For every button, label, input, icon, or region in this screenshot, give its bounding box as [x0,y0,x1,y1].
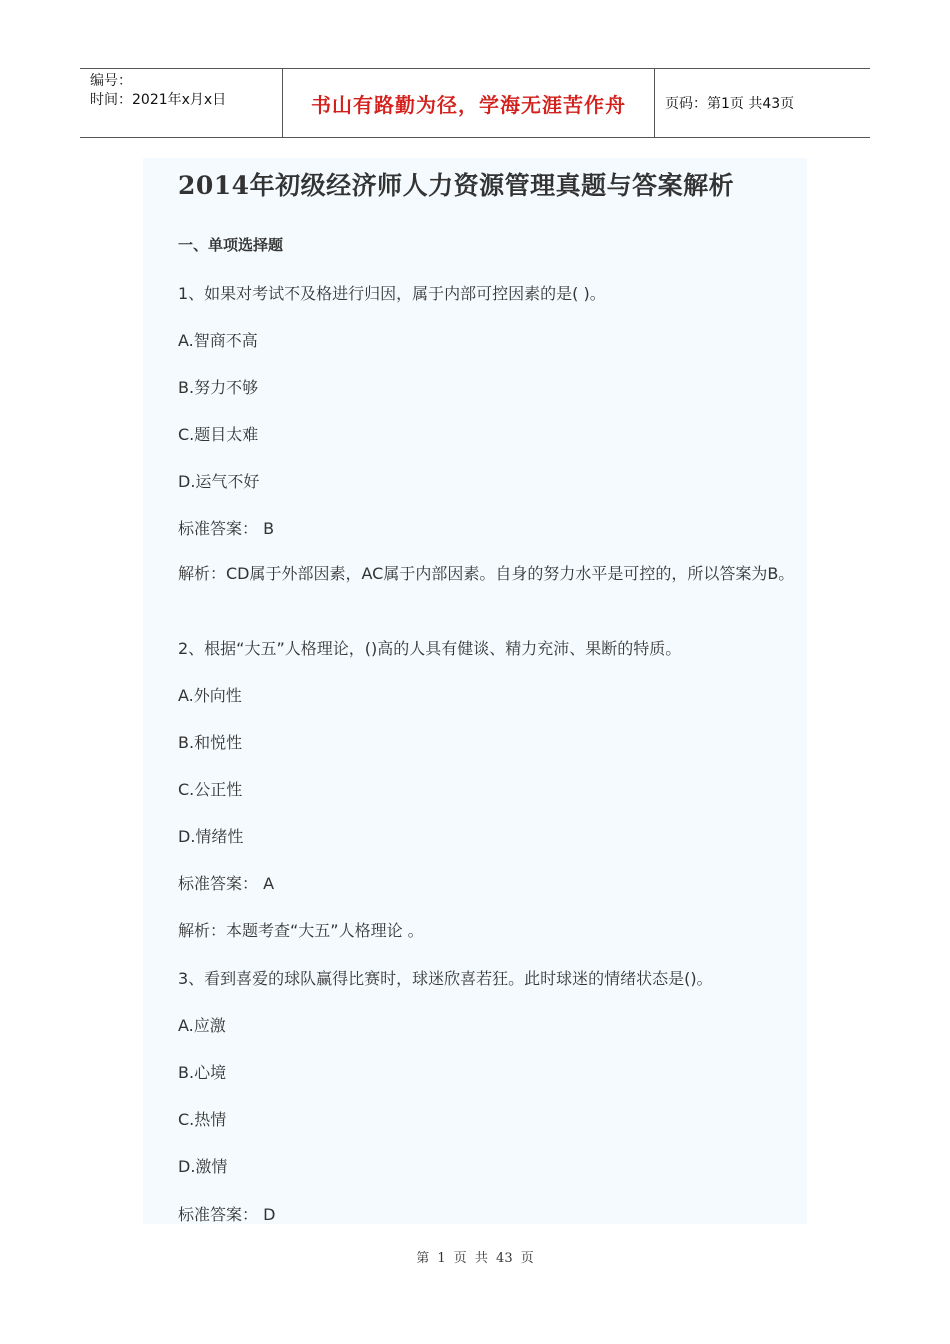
question-2-option-b: B.和悦性 [178,733,243,752]
header-motto: 书山有路勤为径，学海无涯苦作舟 [282,69,655,137]
question-1-answer: 标准答案： B [178,519,275,538]
page-header [80,68,870,138]
question-1-analysis: 解析：CD属于外部因素，AC属于内部因素。自身的努力水平是可控的，所以答案为B。 [178,564,795,583]
question-2-stem: 2、根据“大五”人格理论，()高的人具有健谈、精力充沛、果断的特质。 [178,639,682,658]
number-label: 编号： [90,73,132,89]
document-title: 2014年初级经济师人力资源管理真题与答案解析 [178,171,735,200]
section-heading: 一、单项选择题 [178,236,284,254]
question-2-option-a: A.外向性 [178,686,242,705]
question-1-option-c: C.题目太难 [178,425,259,444]
question-3-answer: 标准答案： D [178,1205,276,1224]
header-page-info: 页码：第1页 共43页 [665,96,795,112]
question-2-answer: 标准答案： A [178,874,275,893]
question-1-stem: 1、如果对考试不及格进行归因，属于内部可控因素的是( )。 [178,284,606,303]
time-label: 时间：2021年x月x日 [90,92,227,108]
page-footer: 第 1 页 共 43 页 [416,1251,534,1266]
question-3-option-a: A.应激 [178,1016,226,1035]
question-3-option-c: C.热情 [178,1110,227,1129]
question-1-option-b: B.努力不够 [178,378,259,397]
question-1-option-a: A.智商不高 [178,331,258,350]
question-3-option-b: B.心境 [178,1063,227,1082]
header-meta [80,69,282,137]
question-1-option-d: D.运气不好 [178,472,260,491]
question-2-analysis: 解析：本题考查“大五”人格理论 。 [178,921,424,940]
question-3-option-d: D.激情 [178,1157,228,1176]
question-2-option-c: C.公正性 [178,780,243,799]
content-area [143,158,807,1224]
question-2-option-d: D.情绪性 [178,827,244,846]
question-3-stem: 3、看到喜爱的球队赢得比赛时，球迷欣喜若狂。此时球迷的情绪状态是()。 [178,969,713,988]
